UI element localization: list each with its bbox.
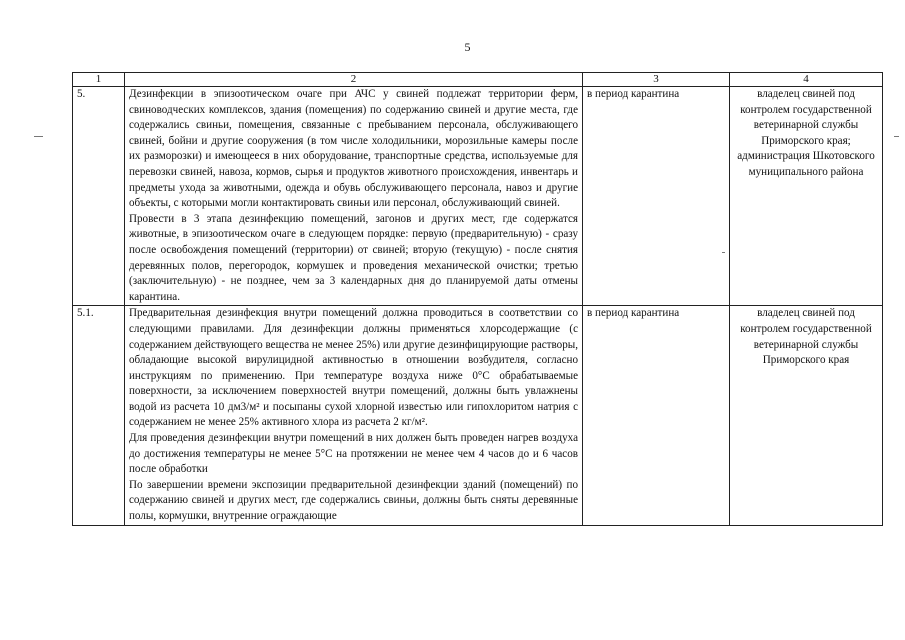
measure-paragraph: Провести в 3 этапа дезинфекцию помещений, загонов и других мест, где содержатся животные, в эпизоотическом очаге в следующем порядке: первую (предварительную) - сразу после освобождения помещений (территории) от свиней; вторую (текущую) - после снятия деревянных полов, перегородок, кормушек и проведения механической очистки; третью (заключительную) - не позднее, чем за 3 календарных дня до планируемой даты отмены карантина. <box>129 212 578 303</box>
measure-paragraph: Предварительная дезинфекция внутри помещений должна проводиться в соответствии со следующими правилами. Для дезинфекции должны применяться хлорсодержащие (с содержанием действующего вещества не менее 25%) или другие дезинфицирующие растворы, обладающие высокой вирулицидной активностью в отношении возбудителя, согласно инструкциям по применению. При температуре воздуха ниже 0°С обрабатываемые поверхности, за исключением поверхностей внутри помещений, должны быть увлажнены водой из расчета 10 дм3/м² и посыпаны сухой хлорной известью или гипохлоритом натрия с содержанием не менее 25% активного хлора из расчета 2 кг/м². <box>129 307 578 429</box>
measure-description <box>125 87 583 306</box>
column-header-4: 4 <box>730 73 883 87</box>
measure-period: в период карантина <box>583 306 730 525</box>
header-row <box>73 73 883 87</box>
measure-paragraph: Для проведения дезинфекции внутри помещений в них должен быть проведен нагрев воздуха до достижения температуры не менее 5°С на протяжении не менее чем 4 часов до и 6 часов после обработки <box>129 432 578 476</box>
margin-mark <box>34 136 43 137</box>
measure-paragraph: Дезинфекции в эпизоотическом очаге при АЧС у свиней подлежат территории ферм, свиноводческих комплексов, здания (помещения) по содержанию свиней и другие места, где содержались свиньи, помещения, связанные с пребыванием персонала, обслуживающего свиней, бойни и другие сооружения (в том числе холодильники, морозильные камеры после их разморозки) и имеющееся в них оборудование, транспортные средства, используемые для перевозки свиней, навоза, кормов, сырья и продуктов животного происхождения, инвентарь и предметы ухода за животными, одежда и обувь обслуживающего персонала, навоз и другие объекты, с которыми могли контактировать свиньи или персонал, обслуживающий свиней. <box>129 88 578 210</box>
table-row <box>73 87 883 306</box>
column-header-1: 1 <box>73 73 125 87</box>
measure-paragraph: По завершении времени экспозиции предварительной дезинфекции зданий (помещений) по содержанию свиней и других мест, где содержались свиньи, должны быть сняты деревянные полы, кормушки, внутренние ограждающие <box>129 478 578 523</box>
column-header-2: 2 <box>125 73 583 87</box>
row-number: 5.1. <box>73 306 125 525</box>
margin-mark <box>894 136 899 137</box>
measure-description <box>125 306 583 525</box>
measures-table <box>72 72 883 526</box>
table-row <box>73 306 883 525</box>
measure-period: в период карантина <box>583 87 730 306</box>
measure-responsible: владелец свиней под контролем государственной ветеринарной службы Приморского края <box>730 306 883 525</box>
row-number: 5. <box>73 87 125 306</box>
page-number: 5 <box>464 40 471 54</box>
column-header-3: 3 <box>583 73 730 87</box>
measure-responsible: владелец свиней под контролем государственной ветеринарной службы Приморского края; администрация Шкотовского муниципального района <box>730 87 883 306</box>
